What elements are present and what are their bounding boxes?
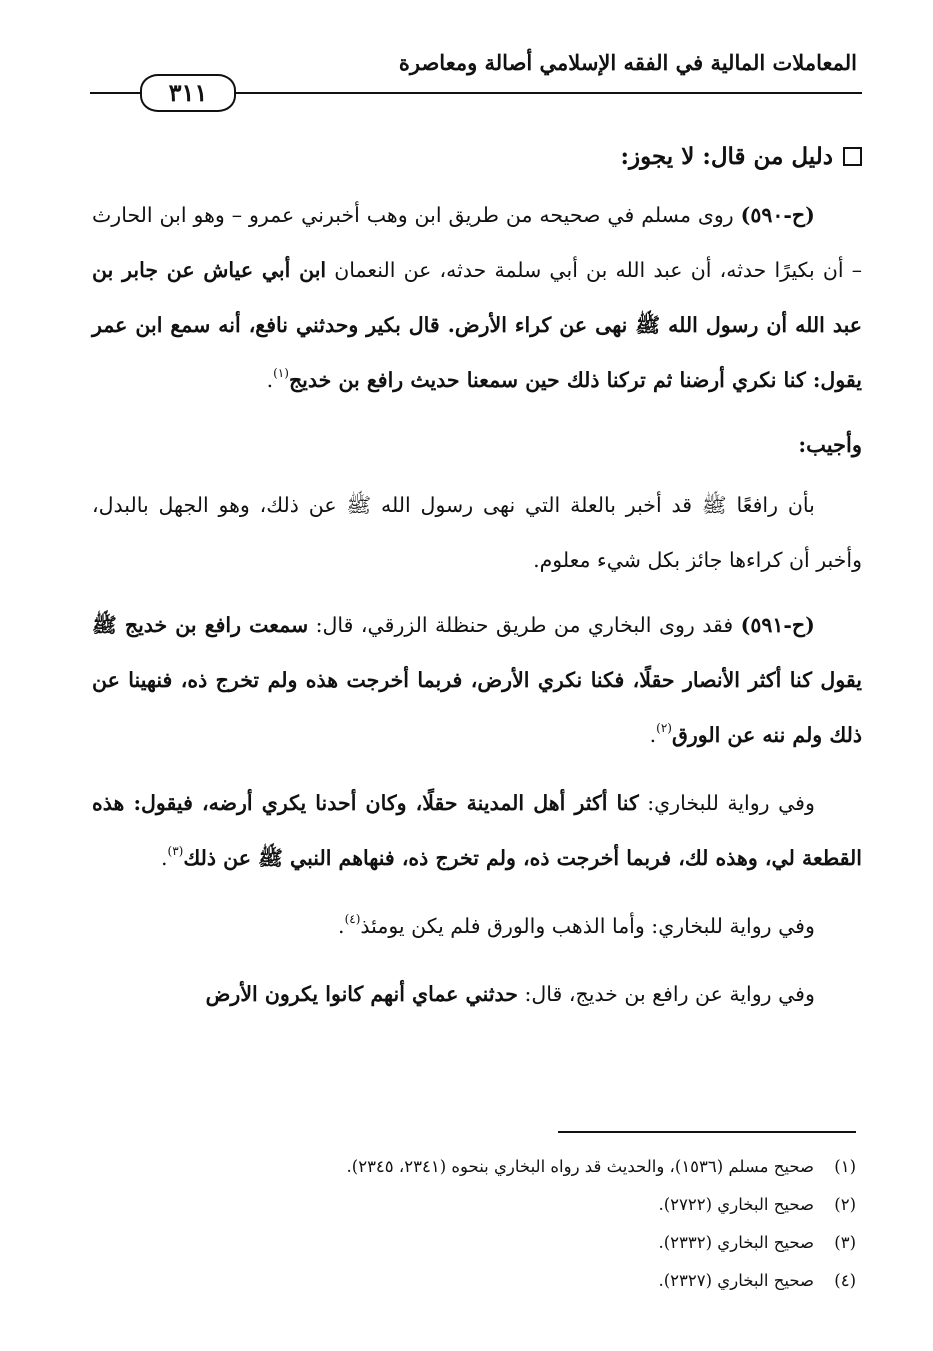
footnotes — [136, 1148, 856, 1300]
hadith-591-end: . — [649, 723, 657, 747]
bukhari-version-1-text: كنا أكثر أهل المدينة حقلًا، وكان أحدنا يكري أرضه، فيقول: هذه القطعة لي، وهذه لك، فربما أخرجت ذه، ولم تخرج ذه، فنهاهم النبي ﷺ عن ذلك — [92, 791, 862, 870]
running-title: المعاملات المالية في الفقه الإسلامي أصالة ومعاصرة — [398, 50, 857, 75]
footnote-1 — [136, 1148, 856, 1186]
footnote-number: (١) — [834, 1157, 856, 1176]
page-number: ٣١١ — [140, 74, 236, 112]
hadith-590-chain: روى مسلم في صحيحه من طريق ابن وهب أخبرني عمرو – وهو ابن الحارث – أن بكيرًا حدثه، أن عبد الله بن أبي سلمة حدثه، عن النعمان — [92, 203, 862, 282]
footnote-ref-4: (٤) — [344, 912, 361, 926]
hadith-591-paragraph — [92, 598, 862, 766]
footnote-2 — [136, 1186, 856, 1224]
footnote-rule — [558, 1131, 856, 1133]
hadith-590-text: ابن أبي عياش عن جابر بن عبد الله أن رسول الله ﷺ نهى عن كراء الأرض. قال بكير وحدثني نافع، أنه سمع ابن عمر يقول: كنا نكري أرضنا ثم تركنا ذلك حين سمعنا حديث رافع بن خديج — [92, 258, 862, 392]
rafi-version-text: حدثني عماي أنهم كانوا يكرون الأرض — [205, 982, 518, 1006]
bukhari-version-1-paragraph — [92, 776, 862, 889]
footnote-text: صحيح البخاري (٢٣٣٢). — [658, 1233, 814, 1252]
section-heading — [92, 126, 862, 188]
hadith-590-ref: (ح-٥٩٠) — [740, 203, 815, 227]
answer-heading: وأجيب: — [798, 432, 862, 457]
bukhari-version-2-end: . — [338, 914, 345, 938]
footnote-text: صحيح البخاري (٢٧٢٢). — [658, 1195, 814, 1214]
rafi-version-intro: وفي رواية عن رافع بن خديج، قال: — [517, 982, 815, 1006]
checkbox-square-icon — [843, 147, 862, 166]
bukhari-version-2-paragraph — [92, 899, 862, 957]
section-heading-text: دليل من قال: لا يجوز: — [620, 143, 833, 170]
hadith-591-chain: فقد روى البخاري من طريق حنظلة الزرقي، قال: — [308, 613, 741, 637]
footnote-ref-3: (٣) — [167, 844, 184, 858]
bukhari-version-1-intro: وفي رواية للبخاري: — [638, 791, 815, 815]
footnote-number: (٢) — [834, 1195, 856, 1214]
bukhari-version-1-end: . — [160, 846, 168, 870]
footnote-ref-2: (٢) — [656, 721, 672, 735]
bukhari-version-2-text: وفي رواية للبخاري: وأما الذهب والورق فلم يكن يومئذ — [360, 914, 815, 938]
hadith-591-text: سمعت رافع بن خديج ﷺ يقول كنا أكثر الأنصار حقلًا، فكنا نكري الأرض، فربما أخرجت هذه ولم تخرج ذه، فنهينا عن ذلك ولم ننه عن الورق — [92, 613, 862, 747]
hadith-591-ref: (ح-٥٩١) — [740, 613, 815, 637]
answer-paragraph: بأن رافعًا ﷺ قد أخبر بالعلة التي نهى رسول الله ﷺ عن ذلك، وهو الجهل بالبدل، وأخبر أن كراءها جائز بكل شيء معلوم. — [92, 493, 862, 572]
footnote-number: (٣) — [834, 1233, 856, 1252]
rafi-version-paragraph — [92, 967, 862, 1022]
hadith-590-paragraph — [92, 188, 862, 411]
footnote-text: صحيح مسلم (١٥٣٦)، والحديث قد رواه البخاري بنحوه (٢٣٤١، ٢٣٤٥). — [346, 1157, 814, 1176]
footnote-4 — [136, 1262, 856, 1300]
footnote-text: صحيح البخاري (٢٣٢٧). — [658, 1271, 814, 1290]
footnote-ref-1: (١) — [273, 366, 289, 380]
page-body — [92, 126, 862, 1028]
footnote-number: (٤) — [834, 1271, 856, 1290]
hadith-590-end: . — [266, 368, 274, 392]
footnote-3 — [136, 1224, 856, 1262]
